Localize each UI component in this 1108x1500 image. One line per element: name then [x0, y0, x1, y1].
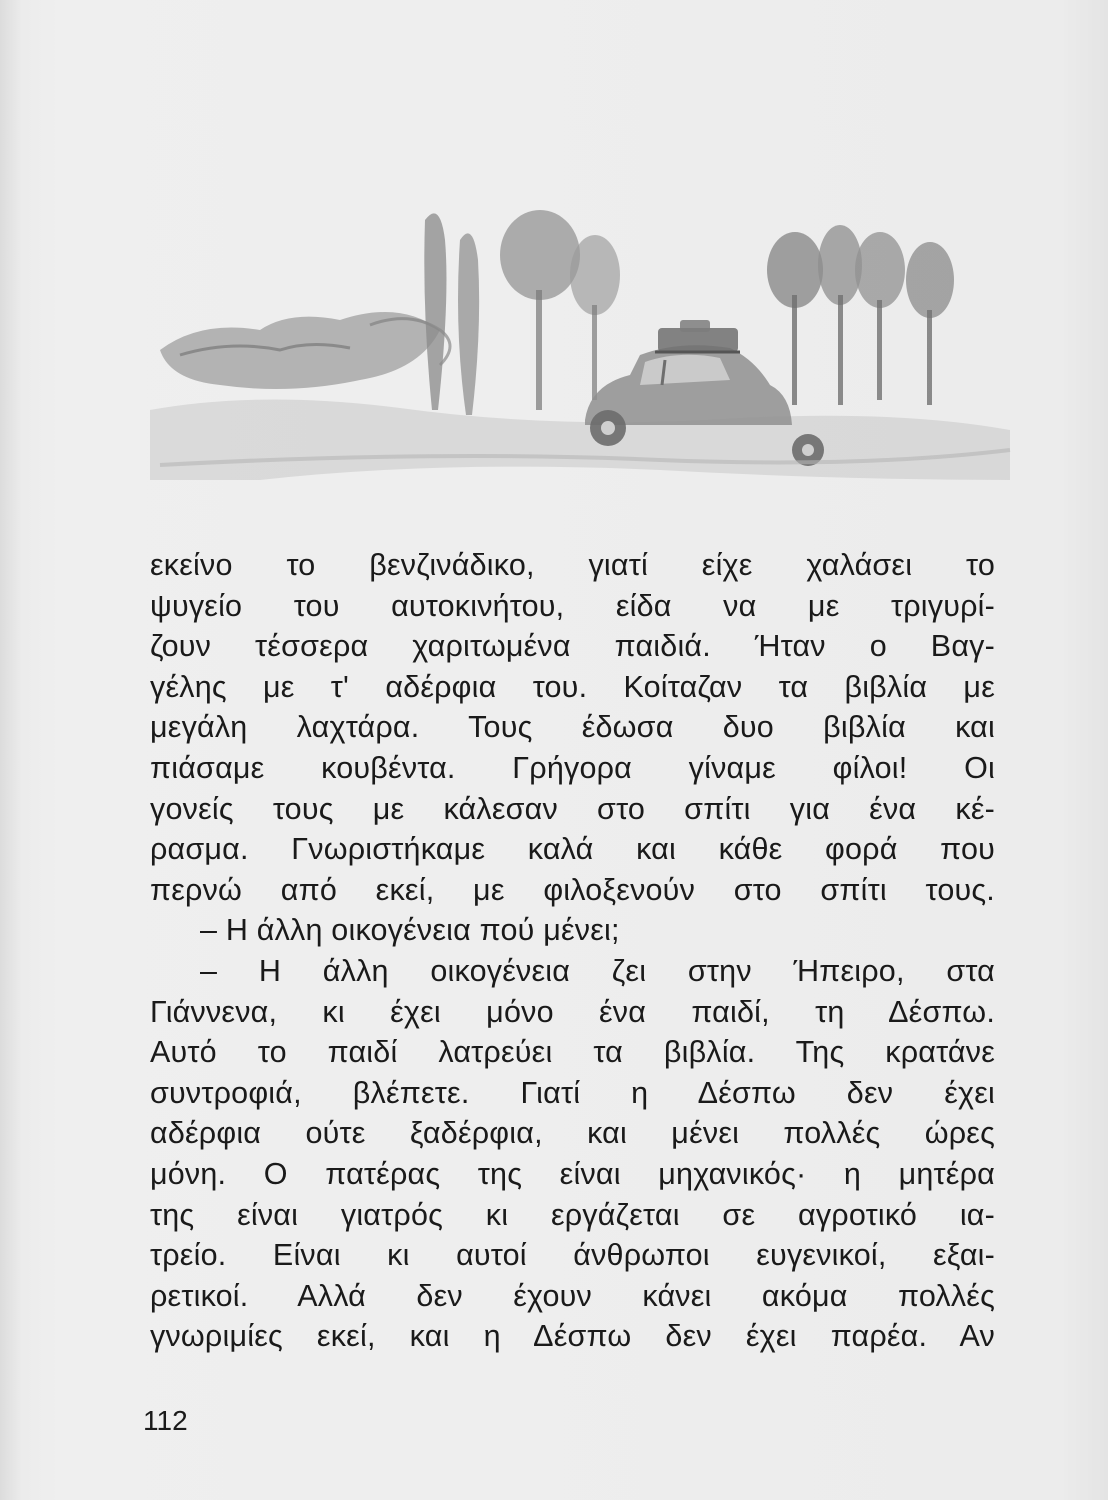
text-line: μόνη. Ο πατέρας της είναι μηχανικός· η μητέρα	[150, 1156, 995, 1191]
text-line: τρείο. Είναι κι αυτοί άνθρωποι ευγενικοί, εξαι-	[150, 1238, 995, 1273]
text-line: εκείνο το βενζινάδικο, γιατί είχε χαλάσει το	[150, 548, 995, 582]
text-line: γνωριμίες εκεί, και η Δέσπω δεν έχει παρέα. Αν	[150, 1319, 995, 1354]
text-line: γέλης με τ' αδέρφια του. Κοίταζαν τα βιβλία με	[150, 669, 995, 704]
text-line: ρασμα. Γνωριστήκαμε καλά και κάθε φορά που	[150, 832, 995, 867]
text-line: Γιάννενα, κι έχει μόνο ένα παιδί, τη Δέσπω.	[150, 994, 995, 1029]
dialogue-line: – Η άλλη οικογένεια ζει στην Ήπειρο, στα	[200, 953, 995, 988]
body-text	[150, 545, 995, 1357]
dialogue-line: – Η άλλη οικογένεια πού μένει;	[200, 913, 620, 948]
text-line: αδέρφια ούτε ξαδέρφια, και μένει πολλές ώρες	[150, 1116, 995, 1151]
text-line: γονείς τους με κάλεσαν στο σπίτι για ένα κέ-	[150, 791, 995, 826]
text-line: περνώ από εκεί, με φιλοξενούν στο σπίτι τους.	[150, 872, 995, 907]
text-line: Αυτό το παιδί λατρεύει τα βιβλία. Της κρατάνε	[150, 1035, 995, 1070]
text-line: ψυγείο του αυτοκινήτου, είδα να με τριγυρί-	[150, 588, 995, 623]
text-line: της είναι γιατρός κι εργάζεται σε αγροτικό ια-	[150, 1197, 995, 1232]
text-line: συντροφιά, βλέπετε. Γιατί η Δέσπω δεν έχει	[150, 1075, 995, 1110]
text-line: μεγάλη λαχτάρα. Τους έδωσα δυο βιβλία και	[150, 710, 995, 745]
page-number: 112	[143, 1405, 188, 1436]
watercolor-illustration	[140, 180, 1020, 520]
text-line: πιάσαμε κουβέντα. Γρήγορα γίναμε φίλοι! Οι	[150, 750, 995, 785]
text-line: ζουν τέσσερα χαριτωμένα παιδιά. Ήταν ο Βαγ-	[150, 629, 995, 664]
text-line: ρετικοί. Αλλά δεν έχουν κάνει ακόμα πολλές	[150, 1278, 995, 1313]
